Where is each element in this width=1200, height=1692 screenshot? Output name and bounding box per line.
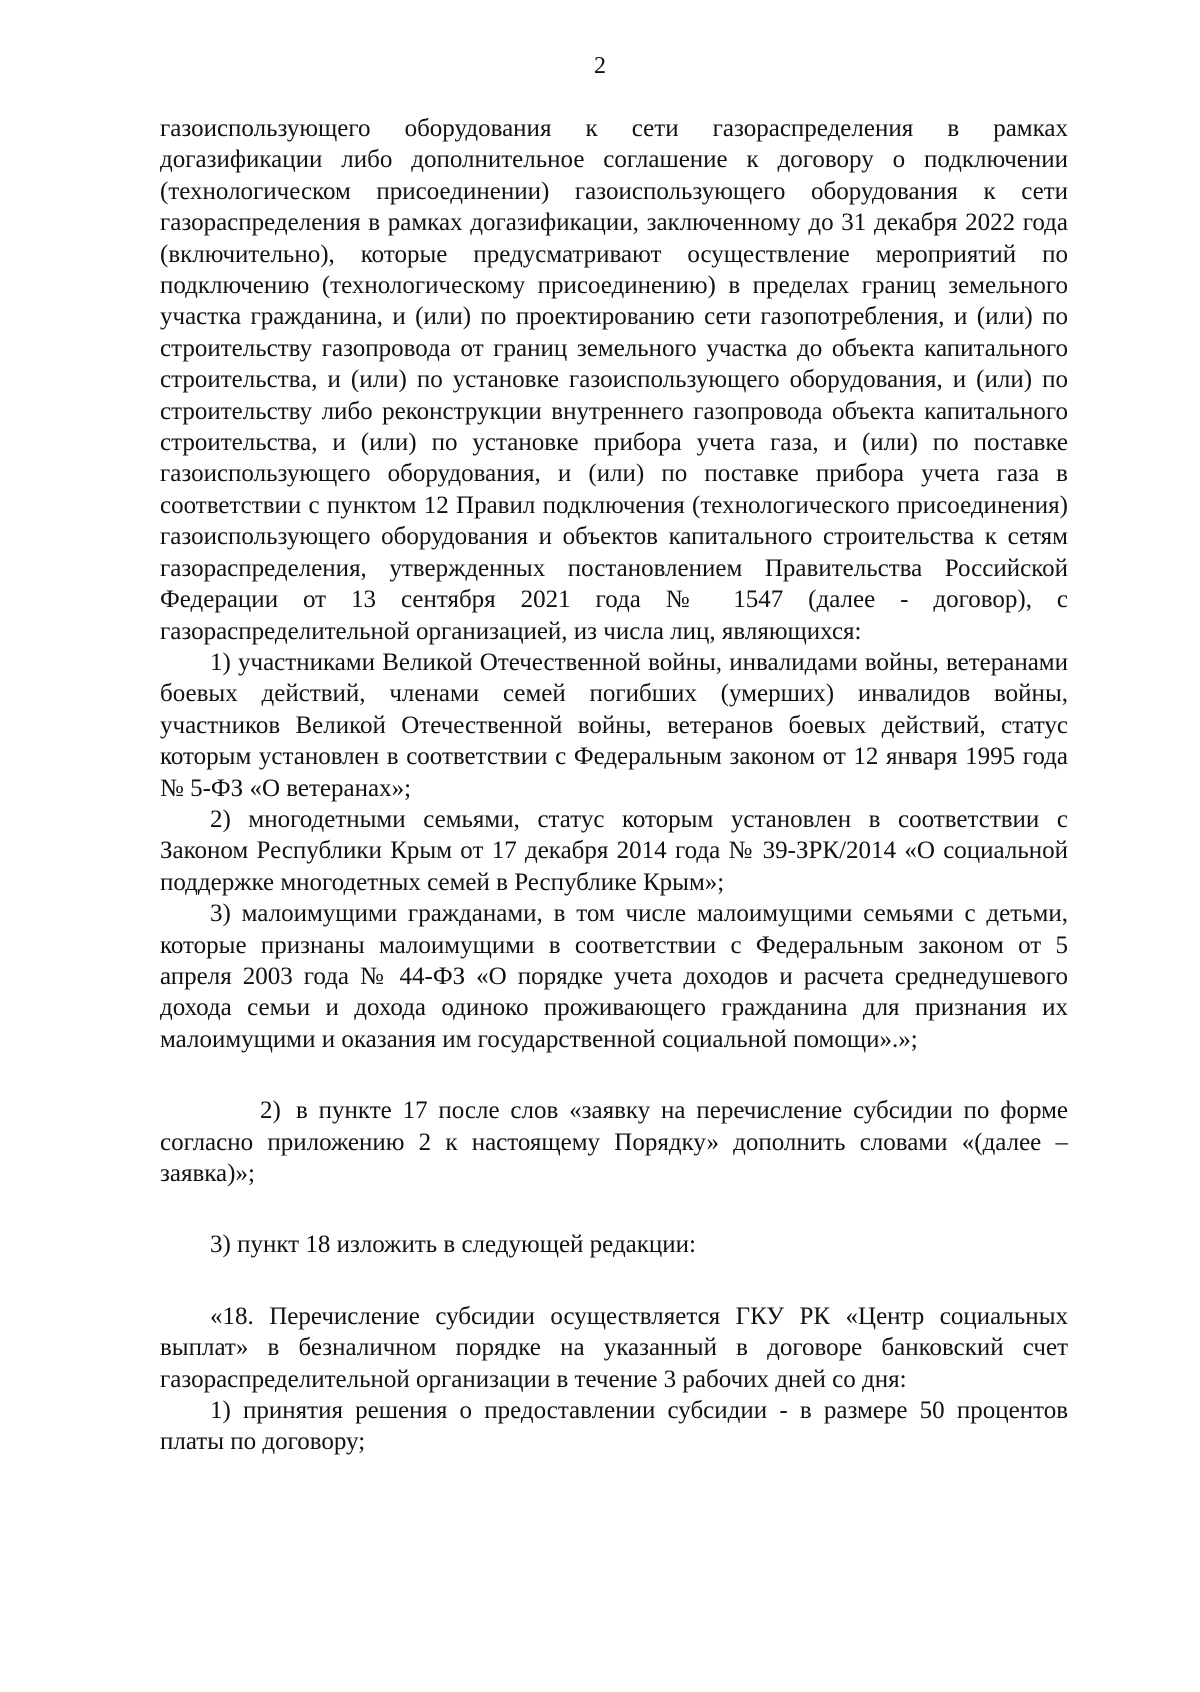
amendment-item-2-text: в пункте 17 после слов «заявку на перечисление субсидии по форме согласно приложению 2 к настоящему Порядку» дополнить словами «(далее – заявка)»; (160, 1097, 1068, 1187)
clause-18-item-1: 1) принятия решения о предоставлении субсидии - в размере 50 процентов платы по договору; (160, 1397, 1068, 1456)
amendment-item-3: 3) пункт 18 изложить в следующей редакции: (210, 1231, 696, 1259)
page-number: 2 (594, 53, 606, 79)
list-item-low-income: 3) малоимущими гражданами, в том числе малоимущими семьями с детьми, которые признаны малоимущими в соответствии с Федеральным законом от 5 апреля 2003 года № 44-ФЗ «О порядке учета доходов и расчета среднедушевого дохода семьи и дохода одиноко проживающего гражданина для признания их малоимущими и оказания им государственной социальной помощи».»; (160, 900, 1068, 1053)
list-item-veterans: 1) участниками Великой Отечественной войны, инвалидами войны, ветеранами боевых действий, членами семей погибших (умерших) инвалидов войны, участников Великой Отечественной войны, ветеранов боевых действий, статус которым установлен в соответствии с Федеральным законом от 12 января 1995 года № 5-ФЗ «О ветеранах»; (160, 648, 1068, 802)
paragraph-continuation: газоиспользующего оборудования к сети газораспределения в рамках догазификации либо дополнительное соглашение к договору о подключении (технологическом присоединении) газоиспользующего оборудования к сети газораспределения в рамках догазификации, заключенному до 31 декабря 2022 года (включительно), которые предусматривают осуществление мероприятий по подключению (технологическому присоединению) в пределах границ земельного участка гражданина, и (или) по проектированию сети газопотребления, и (или) по строительству газопровода от границ земельного участка до объекта капитального строительства, и (или) по установке газоиспользующего оборудования, и (или) по строительству либо реконструкции внутреннего газопровода объекта капитального строительства, и (или) по установке прибора учета газа, и (или) по поставке газоиспользующего оборудования, и (или) по поставке прибора учета газа в соответствии с пунктом 12 Правил подключения (технологического присоединения) газоиспользующего оборудования и объектов капитального строительства к сетям газораспределения, утвержденных постановлением Правительства Российской Федерации от 13 сентября 2021 года № 1547 (далее - договор), с газораспределительной организацией, из числа лиц, являющихся: (160, 115, 1068, 645)
clause-18: «18. Перечисление субсидии осуществляется ГКУ РК «Центр социальных выплат» в безналичном порядке на указанный в договоре банковский счет газораспределительной организации в течение 3 рабочих дней со дня: (160, 1302, 1068, 1393)
amendment-item-2-number: 2) (260, 1097, 281, 1125)
list-item-large-families: 2) многодетными семьями, статус которым установлен в соответствии с Законом Республики Крым от 17 декабря 2014 года № 39-ЗРК/2014 «О социальной поддержке многодетных семей в Республике Крым»; (160, 805, 1068, 896)
amendment-item-2 (160, 1095, 1068, 1189)
document-body (160, 113, 1068, 1458)
